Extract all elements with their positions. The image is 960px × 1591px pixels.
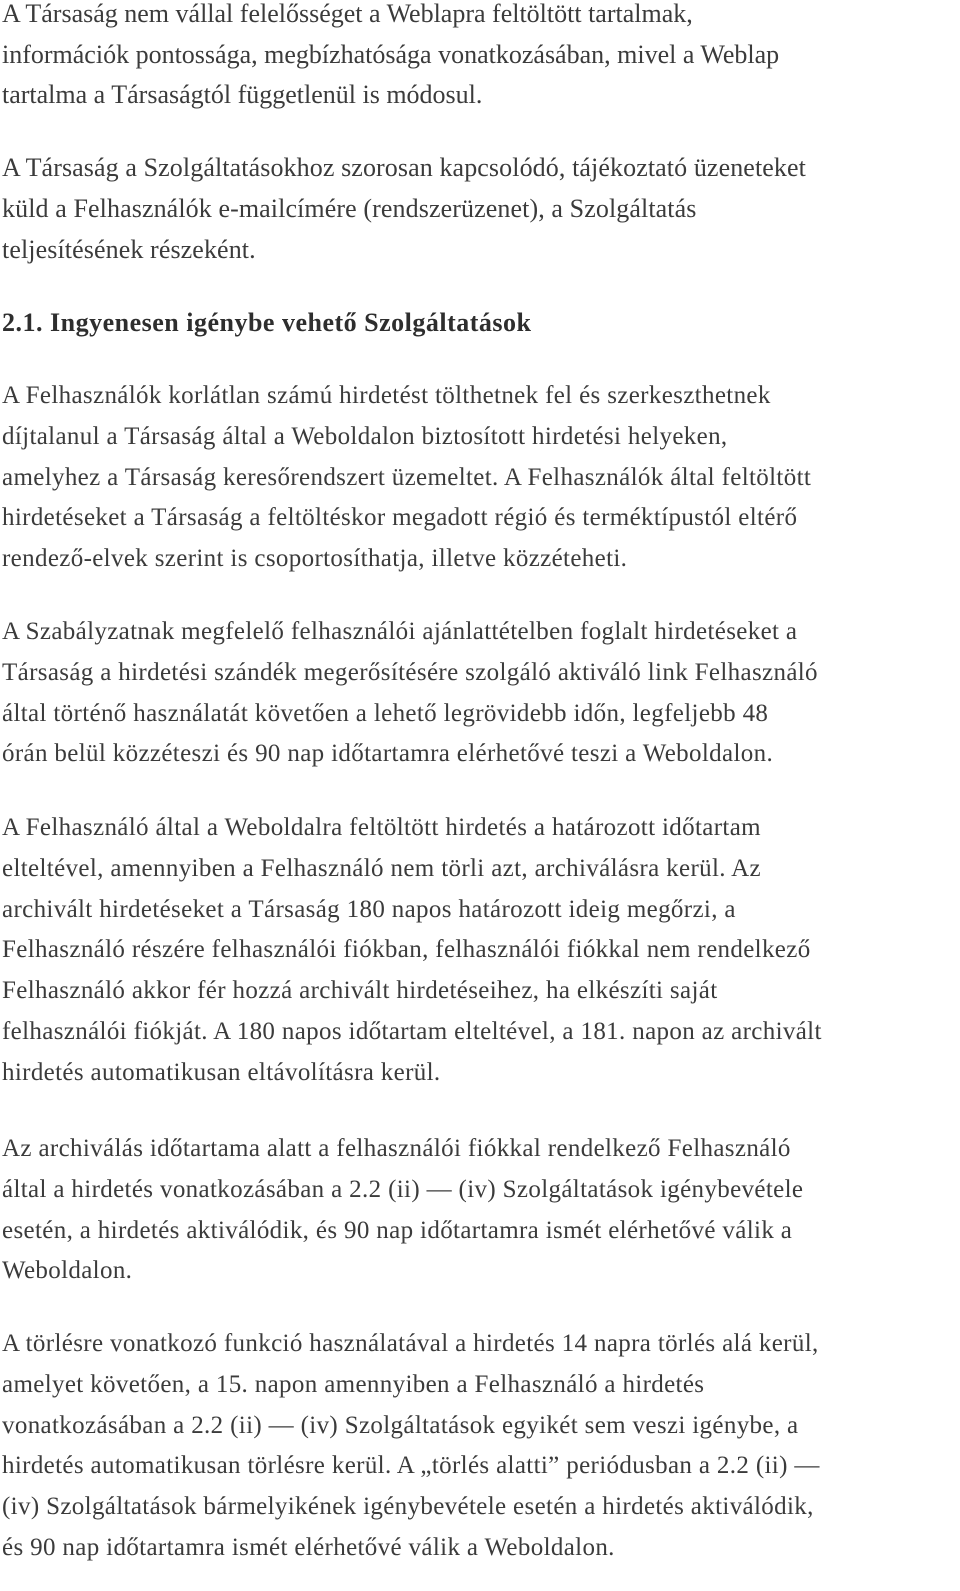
text-line: A Felhasználók korlátlan számú hirdetést tölthetnek fel és szerkeszthetnek — [2, 382, 771, 409]
text-line: Felhasználó részére felhasználói fiókban, felhasználói fiókkal nem rendelkező — [2, 936, 811, 964]
text-line: teljesítésének részeként. — [2, 235, 256, 264]
text-line: Az archiválás időtartama alatt a felhasználói fiókkal rendelkező Felhasználó — [2, 1135, 791, 1162]
text-line: A Szabályzatnak megfelelő felhasználói ajánlattételben foglalt hirdetéseket a — [2, 618, 798, 645]
intro-paragraph — [2, 0, 779, 116]
text-line: hirdetéseket a Társaság a feltöltéskor megadott régió és terméktípustól eltérő — [2, 504, 798, 532]
text-line: hirdetés automatikusan eltávolításra kerül. — [2, 1058, 441, 1086]
text-line: által történő használatát követően a lehető legrövidebb időn, legfeljebb 48 — [2, 699, 769, 727]
text-line: A Társaság a Szolgáltatásokhoz szorosan kapcsolódó, tájékoztató üzeneteket — [2, 153, 806, 182]
text-line: Felhasználó akkor fér hozzá archivált hirdetéseihez, ha elkészíti saját — [2, 977, 718, 1005]
text-line: archivált hirdetéseket a Társaság 180 napos határozott ideig megőrzi, a — [2, 895, 736, 923]
text-line: Társaság a hirdetési szándék megerősítésére szolgáló aktiváló link Felhasználó — [2, 658, 818, 686]
paragraph-deletion — [2, 1324, 820, 1569]
text-line: A törlésre vonatkozó funkció használatával a hirdetés 14 napra törlés alá kerül, — [2, 1330, 819, 1357]
text-line: által a hirdetés vonatkozásában a 2.2 (ii) — (iv) Szolgáltatások igénybevétele — [2, 1175, 804, 1203]
email-paragraph — [2, 147, 806, 270]
paragraph-free-listings — [2, 376, 811, 580]
text-line: felhasználói fiókját. A 180 napos időtartam elteltével, a 181. napon az archivált — [2, 1017, 822, 1045]
text-line: hirdetés automatikusan törlésre kerül. A „törlés alatti” periódusban a 2.2 (ii) — — [2, 1452, 820, 1480]
text-line: (iv) Szolgáltatások bármelyikének igénybevétele esetén a hirdetés aktiválódik, — [2, 1493, 814, 1521]
text-line: információk pontossága, megbízhatósága vonatkozásában, mivel a Weblap — [2, 39, 780, 69]
paragraph-archive-period — [2, 1129, 803, 1292]
text-line: rendező-elvek szerint is csoportosíthatja, illetve közzéteheti. — [2, 545, 628, 573]
section-heading: 2.1. Ingyenesen igénybe vehető Szolgáltatások — [2, 308, 532, 337]
text-line: A Felhasználó által a Weboldalra feltöltött hirdetés a határozott időtartam — [2, 814, 761, 841]
text-line: amelyet követően, a 15. napon amennyiben a Felhasználó a hirdetés — [2, 1370, 705, 1398]
text-line: díjtalanul a Társaság által a Weboldalon biztosított hirdetési helyeken, — [2, 422, 728, 450]
text-line: elteltével, amennyiben a Felhasználó nem törli azt, archiválásra kerül. Az — [2, 854, 761, 882]
text-line: órán belül közzéteszi és 90 nap időtartamra elérhetővé teszi a Weboldalon. — [2, 740, 774, 768]
text-line: és 90 nap időtartamra ismét elérhetővé válik a Weboldalon. — [2, 1533, 615, 1561]
text-line: küld a Felhasználók e-mailcímére (rendszerüzenet), a Szolgáltatás — [2, 194, 697, 223]
text-line: A Társaság nem vállal felelősséget a Weblapra feltöltött tartalmak, — [2, 0, 693, 28]
paragraph-activation — [2, 612, 818, 775]
text-line: esetén, a hirdetés aktiválódik, és 90 nap időtartamra ismét elérhetővé válik a — [2, 1216, 793, 1244]
paragraph-archiving — [2, 808, 822, 1094]
text-line: tartalma a Társaságtól függetlenül is módosul. — [2, 80, 483, 109]
text-line: Weboldalon. — [2, 1257, 133, 1285]
text-line: amelyhez a Társaság keresőrendszert üzemeltet. A Felhasználók által feltöltött — [2, 463, 812, 491]
text-line: vonatkozásában a 2.2 (ii) — (iv) Szolgáltatások egyikét sem veszi igénybe, a — [2, 1411, 799, 1439]
